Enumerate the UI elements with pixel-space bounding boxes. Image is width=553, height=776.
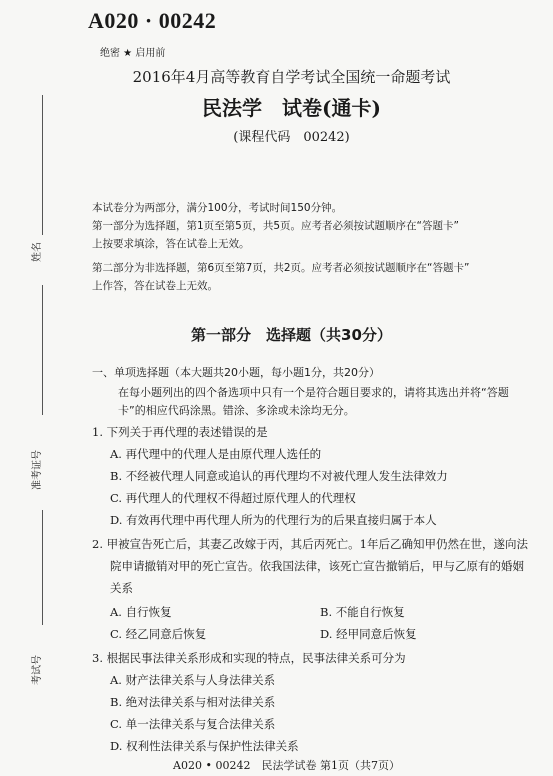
section-title: 第一部分 选择题（共30分） (191, 326, 392, 344)
question-2-option-b: B. 不能自行恢复 (320, 605, 405, 619)
intro-line-2: 第一部分为选择题，第1页至第5页，共5页。应考者必须按试题顺序在“答题卡” (92, 220, 459, 232)
question-1-option-a: A. 再代理中的代理人是由原代理人选任的 (110, 447, 322, 461)
question-2-option-d: D. 经甲同意后恢复 (320, 627, 417, 641)
question-2-stem-line-1: 2. 甲被宣告死亡后，其妻乙改嫁于丙，其后丙死亡。1年后乙确知甲仍然在世，遂向法 (92, 537, 528, 551)
question-2-option-c: C. 经乙同意后恢复 (110, 627, 207, 641)
question-1-option-b: B. 不经被代理人同意或追认的再代理均不对被代理人发生法律效力 (110, 469, 448, 483)
binding-line-middle (42, 285, 43, 415)
intro-line-5: 上作答，答在试卷上无效。 (92, 280, 218, 292)
intro-line-3: 上按要求填涂，答在试卷上无效。 (92, 238, 250, 250)
intro-line-1: 本试卷分为两部分，满分100分，考试时间150分钟。 (92, 202, 343, 214)
instruction-line-3: 卡”的相应代码涂黑。错涂、多涂或未涂均无分。 (118, 404, 355, 417)
side-label-exam-id: 准考证号 (32, 450, 43, 490)
question-1-option-d: D. 有效再代理中再代理人所为的代理行为的后果直接归属于本人 (110, 513, 437, 527)
question-3-option-b: B. 绝对法律关系与相对法律关系 (110, 695, 276, 709)
intro-line-4: 第二部分为非选择题，第6页至第7页，共2页。应考者必须按试题顺序在“答题卡” (92, 262, 470, 274)
course-code: (课程代码 00242) (233, 130, 350, 145)
question-3-option-a: A. 财产法律关系与人身法律关系 (110, 673, 276, 687)
binding-line-lower (42, 510, 43, 625)
question-1-option-c: C. 再代理人的代理权不得超过原代理人的代理权 (110, 491, 356, 505)
question-3-option-c: C. 单一法律关系与复合法律关系 (110, 717, 276, 731)
question-1-stem: 1. 下列关于再代理的表述错误的是 (92, 425, 268, 439)
question-2-option-a: A. 自行恢复 (110, 605, 172, 619)
question-3-stem: 3. 根据民事法律关系形成和实现的特点，民事法律关系可分为 (92, 651, 406, 665)
paper-code: A020 · 00242 (88, 8, 217, 33)
subject-title: 民法学 试卷(通卡) (202, 96, 381, 120)
confidential-mark: 绝密 ★ 启用前 (100, 48, 166, 59)
question-2-stem-line-3: 关系 (110, 581, 133, 595)
side-label-site: 考试号 (32, 655, 43, 685)
question-2-stem-line-2: 院申请撤销对甲的死亡宣告。依我国法律，该死亡宣告撤销后，甲与乙原有的婚姻 (110, 559, 524, 573)
exam-title: 2016年4月高等教育自学考试全国统一命题考试 (132, 68, 451, 86)
instruction-line-1: 一、单项选择题（本大题共20小题，每小题1分，共20分） (92, 366, 380, 379)
question-3-option-d: D. 权利性法律关系与保护性法律关系 (110, 739, 299, 753)
side-label-name: 姓名 (32, 242, 43, 262)
binding-line-top (42, 95, 43, 235)
page-footer: A020 • 00242 民法学试卷 第1页（共7页） (173, 759, 400, 772)
instruction-line-2: 在每小题列出的四个备选项中只有一个是符合题目要求的，请将其选出并将“答题 (118, 386, 509, 399)
